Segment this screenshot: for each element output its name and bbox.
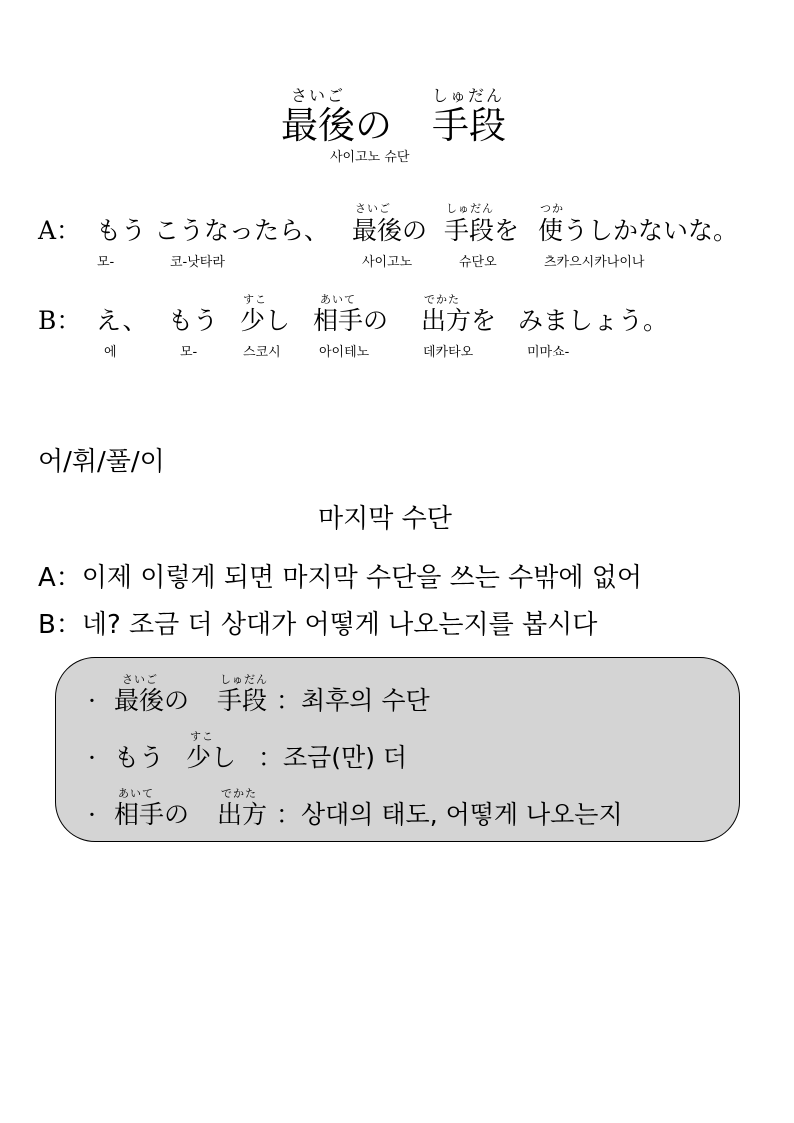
vocab-1-bullet: · — [88, 686, 96, 715]
line-a-reading-2: 코-낫타라 — [170, 255, 225, 270]
ruby-tsuka: つか — [540, 202, 564, 215]
line-a-seg2: 最後の — [352, 216, 428, 245]
vocab-1-meaning: ：최후의 수단 — [276, 686, 430, 715]
translation-line-b: B：네? 조금 더 상대가 어떻게 나오는지를 봅시다 — [38, 610, 598, 640]
line-b-reading-6: 미마쇼- — [527, 345, 570, 360]
vocab-3-meaning: ：상대의 태도, 어떻게 나오는지 — [276, 800, 623, 829]
vocab-1-word2: 手段 — [217, 686, 268, 715]
translation-subtitle: 마지막 수단 — [318, 504, 452, 534]
line-a-seg1: もう こうなったら、 — [96, 216, 329, 245]
line-b-seg5: 出方を — [421, 306, 497, 335]
line-b-reading-2: 모- — [180, 345, 198, 360]
vocab-3-ruby1: あいて — [118, 787, 154, 800]
line-b-seg4: 相手の — [313, 306, 389, 335]
vocab-1-word1: 最後の — [114, 686, 190, 715]
title-shudan: 手段 — [432, 104, 506, 147]
line-a-reading-3: 사이고노 — [362, 255, 413, 270]
vocab-2-ruby2: すこ — [190, 730, 214, 743]
vocab-3-word2: 出方 — [217, 800, 268, 829]
vocab-1-ruby2: しゅだん — [220, 673, 268, 686]
vocab-3-bullet: · — [88, 800, 96, 829]
vocab-1-ruby1: さいご — [122, 673, 158, 686]
vocab-2-bullet: · — [88, 743, 96, 772]
vocab-2-meaning: ：조금(만) 더 — [258, 743, 408, 772]
title-korean-reading: 사이고노 슈단 — [330, 150, 410, 165]
title-ruby-saigo: さいご — [291, 86, 346, 105]
speaker-a: A： — [38, 216, 82, 245]
vocab-3-word1: 相手の — [114, 800, 190, 829]
line-b-reading-1: 에 — [104, 345, 117, 360]
vocab-2-word2: 少し — [186, 743, 237, 772]
line-b-reading-3: 스코시 — [243, 345, 281, 360]
vocab-2-word1: もう — [114, 743, 165, 772]
line-b-seg3: 少し — [240, 306, 291, 335]
line-b-seg2: もう — [168, 306, 219, 335]
line-b-reading-5: 데카타오 — [423, 345, 474, 360]
ruby-sukoshi: すこ — [243, 293, 267, 306]
line-a-seg3: 手段を — [444, 216, 520, 245]
ruby-dekata: でかた — [424, 293, 460, 306]
ruby-aite: あいて — [320, 293, 356, 306]
title-saigo: 最後の — [281, 104, 392, 147]
ruby-shudan: しゅだん — [446, 202, 494, 215]
vocab-3-ruby2: でかた — [221, 787, 257, 800]
speaker-b: B： — [38, 306, 82, 335]
ruby-saigo: さいご — [355, 202, 391, 215]
line-a-reading-5: 츠카으시카나이나 — [544, 255, 645, 270]
line-b-reading-4: 아이테노 — [319, 345, 370, 360]
line-a-reading-1: 모- — [97, 255, 115, 270]
title-ruby-shudan: しゅだん — [432, 86, 505, 105]
line-a-seg4: 使うしかないな。 — [538, 216, 739, 245]
line-b-seg6: みましょう。 — [518, 306, 669, 335]
vocab-heading: 어/휘/풀/이 — [38, 447, 165, 477]
translation-line-a: A：이제 이렇게 되면 마지막 수단을 쓰는 수밖에 없어 — [38, 563, 642, 593]
line-a-reading-4: 슈단오 — [459, 255, 497, 270]
line-b-seg1: え、 — [96, 306, 148, 335]
